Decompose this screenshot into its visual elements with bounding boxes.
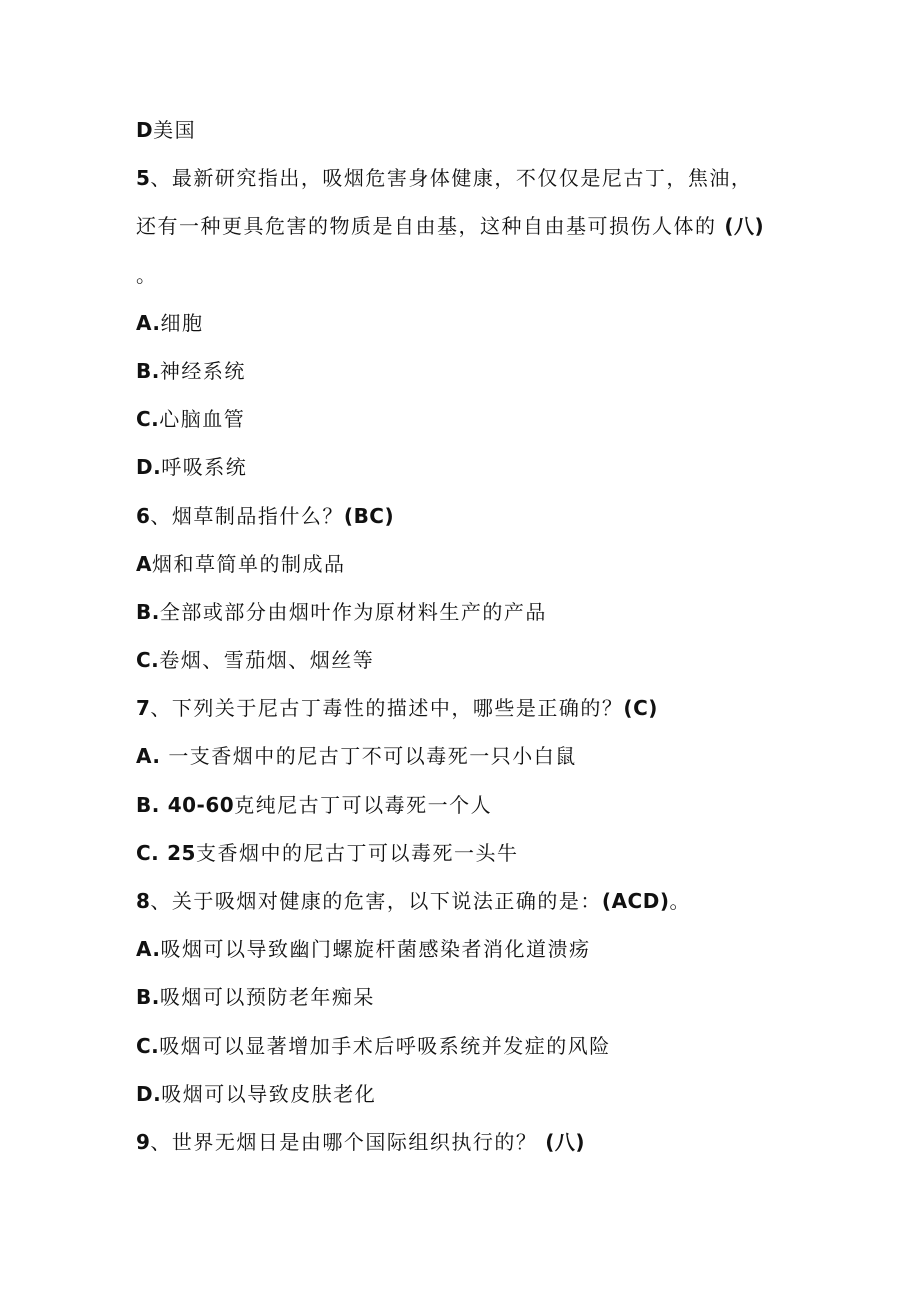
question-5: 5、最新研究指出，吸烟危害身体健康，不仅仅是尼古丁，焦油，还有一种更具危害的物质是自由基，这种自由基可损伤人体的 (八) 。: [136, 166, 765, 287]
q8-option-c: C.吸烟可以显著增加手术后呼吸系统并发症的风险: [136, 1033, 611, 1058]
option-d-usa: D美国: [136, 118, 197, 142]
answer-9: (八): [545, 1129, 586, 1154]
answer-8: (ACD): [601, 889, 670, 914]
q8-option-d: D.吸烟可以导致皮肤老化: [136, 1081, 377, 1106]
document-body: [136, 106, 776, 1166]
q5-option-c: C.心脑血管: [136, 407, 246, 432]
q6-option-a: A烟和草简单的制成品: [136, 551, 346, 576]
q8-option-b: B.吸烟可以预防老年痴呆: [136, 985, 375, 1010]
question-8: 8、关于吸烟对健康的危害，以下说法正确的是：(ACD)。: [136, 889, 691, 914]
q7-option-c: C. 25支香烟中的尼古丁可以毒死一头牛: [136, 840, 519, 865]
answer-6: (BC): [343, 503, 395, 528]
q7-option-a: A. 一支香烟中的尼古丁不可以毒死一只小白鼠: [136, 744, 577, 769]
q5-option-d: D.呼吸系统: [136, 455, 248, 480]
question-9: 9、世界无烟日是由哪个国际组织执行的？ (八): [136, 1129, 586, 1154]
answer-7: (C): [623, 696, 658, 721]
q8-option-a: A.吸烟可以导致幽门螺旋杆菌感染者消化道溃疡: [136, 937, 591, 962]
question-7: 7、下列关于尼古丁毒性的描述中，哪些是正确的？(C): [136, 696, 658, 721]
q5-option-b: B.神经系统: [136, 358, 246, 383]
q6-option-b: B.全部或部分由烟叶作为原材料生产的产品: [136, 599, 547, 624]
answer-5: (八): [724, 214, 765, 239]
q5-option-a: A.细胞: [136, 310, 204, 335]
q7-option-b: B. 40-60克纯尼古丁可以毒死一个人: [136, 792, 493, 817]
q6-option-c: C.卷烟、雪茄烟、烟丝等: [136, 648, 375, 673]
question-6: 6、烟草制品指什么？(BC): [136, 503, 395, 528]
